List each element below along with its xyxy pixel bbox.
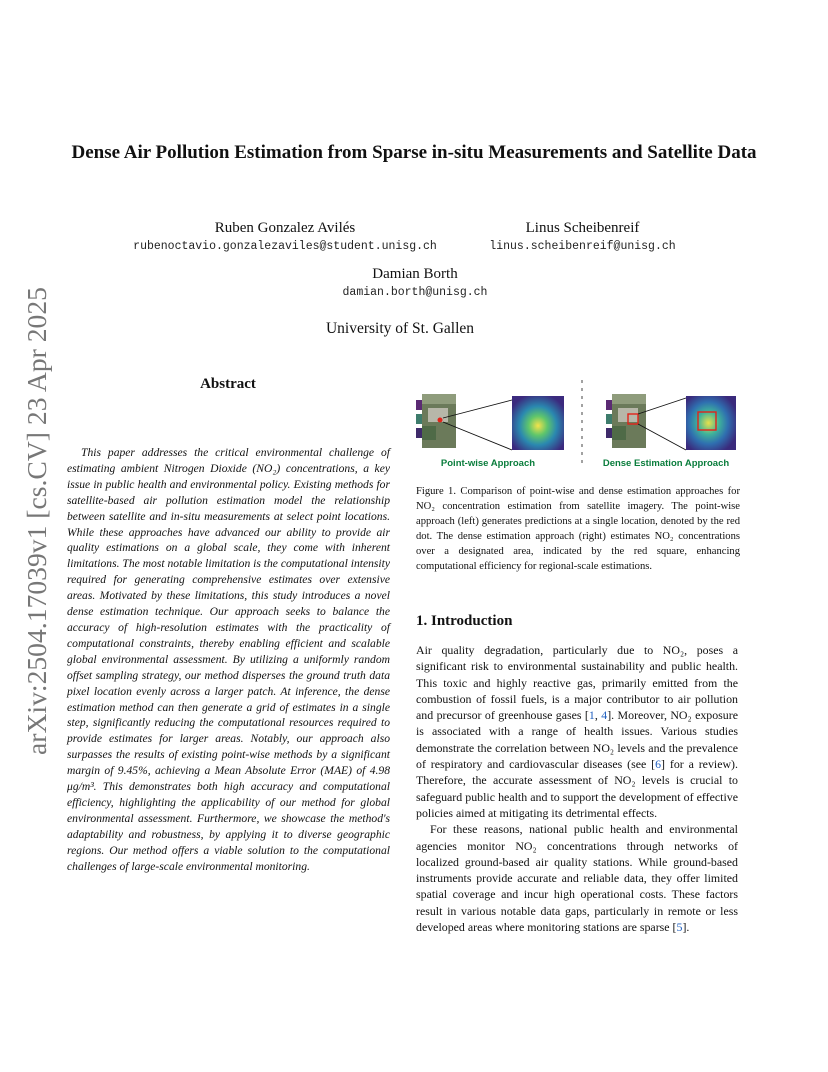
text-run: ]. Moreover, NO₂ exposure is associated with a range of health issues. Various studies demonstrate the correlation between NO₂ levels and the prevalence of respiratory and cardiovascular diseases (see [ <box>416 708 738 772</box>
text-run: ] for a review). Therefore, the accurate assessment of NO₂ levels is crucial to safeguard public health and to support the development of effective policies aimed at mitigating its detrimental effects. <box>416 757 738 820</box>
figure-caption: Figure 1. Comparison of point-wise and dense estimation approaches for NO₂ concentration estimation from satellite imagery. The point-wise approach (left) generates predictions at a single location, denoted by the red dot. The dense estimation approach (right) estimates NO₂ concentrations over a designated area, indicated by the red square, enhancing computational efficiency for regional-scale estimations. <box>416 486 740 572</box>
point-marker <box>438 418 443 423</box>
heatmap-right <box>686 396 736 450</box>
text-run: , <box>594 708 602 723</box>
text-run: For these reasons, national public health and environmental agencies monitor NO₂ concentrations through networks of localized ground-based air quality stations. While ground-based instruments provide accurate and reliable data, they offer limited spatial coverage and incur high operational costs. These factors result in various notable data gaps, particularly in remote or less developed areas where monitoring stations are sparse [ <box>416 822 738 935</box>
author-name: Ruben Gonzalez Avilés <box>214 220 356 236</box>
author-block <box>300 264 530 302</box>
paper-title: Dense Air Pollution Estimation from Sparse in-situ Measurements and Satellite Data <box>71 142 757 163</box>
citation-link[interactable]: 5 <box>676 920 683 935</box>
author-name: Damian Borth <box>372 266 458 282</box>
affiliation: University of St. Gallen <box>325 320 475 337</box>
author-name: Linus Scheibenreif <box>525 220 640 236</box>
section-heading: 1. Introduction <box>416 613 513 629</box>
author-block <box>105 218 465 256</box>
heatmap-left <box>512 396 564 450</box>
author-email[interactable]: damian.borth@unisg.ch <box>342 286 488 299</box>
citation-link[interactable]: 1 <box>588 708 595 723</box>
citation-link[interactable]: 6 <box>655 757 662 772</box>
author-email[interactable]: linus.scheibenreif@unisg.ch <box>489 240 676 253</box>
satellite-image-right <box>606 394 646 448</box>
left-figure-label: Point-wise Approach <box>440 458 536 469</box>
abstract-text: This paper addresses the critical environmental challenge of estimating ambient Nitrogen Dioxide (NO₂) concentrations, a key issue in public health and environmental policy. Existing methods for satellite-based air pollution estimation model the relationship between satellite and in-situ measurements at select point locations. While these approaches have advanced our ability to provide air quality estimations on a global scale, they come with inherent limitations. The most notable limitation is the computational intensity required for generating comprehensive estimates over extensive areas. Motivated by these limitations, this study introduces a novel dense estimation technique. Our approach seeks to balance the accuracy of high-resolution estimates with the practicality of computational constraints, thereby enabling efficient and scalable global environmental assessment. By utilizing a uniformly random offset sampling strategy, our method disperses the ground truth data pixel location evenly across a larger patch. At inference, the dense estimation method can then generate a grid of estimates in a single step, significantly reducing the computational resources required to provide estimates for larger areas. Notably, our approach also surpasses the results of existing point-wise methods by a significant margin of 9.45%, achieving a Mean Absolute Error (MAE) of 4.98 μg/m³. This demonstrates both high accuracy and computational efficiency, highlighting the applicability of our method for global environmental assessment. Furthermore, we showcase the method's adaptability and robustness, by applying it to diverse geographic regions. Our method offers a viable solution to the computational challenges of large-scale environmental monitoring. <box>67 446 391 873</box>
arxiv-stamp-text: arXiv:2504.17039v1 [cs.CV] 23 Apr 2025 <box>22 297 52 755</box>
figure-1 <box>416 378 742 470</box>
text-run: ]. <box>682 920 690 935</box>
text-run: Air quality degradation, particularly due to NO₂, poses a significant risk to environmental sustainability and public health. This toxic and highly reactive gas, primarily emitted from the combustion of fossil fuels, is a major contributor to air pollution and precursor of greenhouse gases [ <box>416 643 738 723</box>
paragraph <box>416 642 738 821</box>
satellite-image-left <box>416 394 456 448</box>
right-figure-label: Dense Estimation Approach <box>602 458 730 469</box>
arxiv-stamp <box>16 285 56 755</box>
abstract-heading: Abstract <box>200 376 256 392</box>
paragraph <box>416 821 738 935</box>
citation-link[interactable]: 4 <box>601 708 608 723</box>
author-email[interactable]: rubenoctavio.gonzalezaviles@student.unisg.ch <box>133 240 437 253</box>
author-block <box>470 218 695 256</box>
introduction-body <box>416 642 738 935</box>
